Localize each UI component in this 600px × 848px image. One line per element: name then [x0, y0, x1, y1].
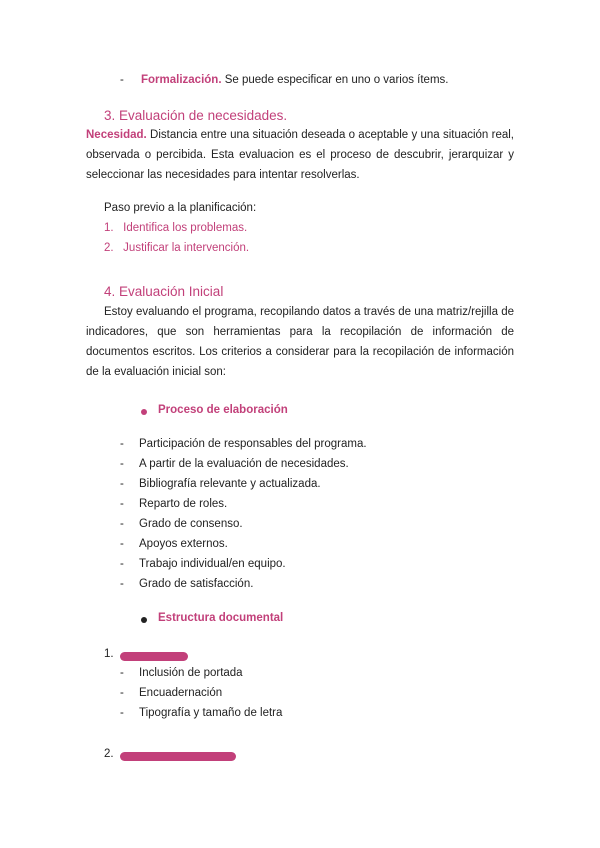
step-1: 1. Identifica los problemas.	[104, 222, 248, 234]
section-4-heading: 4. Evaluación Inicial	[104, 284, 224, 299]
estructura-item: Encuadernación	[139, 687, 223, 699]
dash-marker: -	[120, 438, 124, 450]
dash-marker: -	[120, 478, 124, 490]
formalizacion-line	[141, 74, 448, 86]
proceso-item: Participación de responsables del programa.	[139, 438, 367, 450]
evaluacion-inicial-paragraph: Estoy evaluando el programa, recopilando datos a través de una matriz/rejilla de indicadores, que son herramientas para la recopilación de información de documentos escritos. Los criterios a considerar para la recopilación de información de la evaluación inicial son:	[86, 306, 514, 378]
section-3-heading: 3. Evaluación de necesidades.	[104, 108, 288, 123]
proceso-item: Trabajo individual/en equipo.	[139, 558, 286, 570]
proceso-item: Apoyos externos.	[139, 538, 228, 550]
group-2-number: 2.	[104, 748, 114, 760]
group-1-number: 1.	[104, 648, 114, 660]
necesidad-paragraph	[86, 125, 514, 185]
step-2: 2. Justificar la intervención.	[104, 242, 250, 254]
formalizacion-text: Se puede especificar en uno o varios ítems.	[224, 74, 449, 86]
necesidad-term: Necesidad.	[86, 129, 147, 141]
bullet-dot-icon	[141, 409, 147, 415]
estructura-title: Estructura documental	[158, 612, 284, 624]
necesidad-definition: Distancia entre una situación deseada o aceptable y una situación real, observada o percibida. Esta evaluacion es el proceso de descubrir, jerarquizar y seleccionar las necesidades para intentar resolverlas.	[86, 129, 514, 181]
estructura-item: Inclusión de portada	[139, 667, 243, 679]
dash-marker: -	[120, 558, 124, 570]
proceso-item: Grado de consenso.	[139, 518, 243, 530]
paso-previo-label: Paso previo a la planificación:	[104, 202, 257, 214]
bullet-dot-icon	[141, 617, 147, 623]
proceso-item: Grado de satisfacción.	[139, 578, 254, 590]
dash-marker: -	[120, 518, 124, 530]
estructura-item: Tipografía y tamaño de letra	[139, 707, 283, 719]
dash-marker: -	[120, 74, 124, 86]
dash-marker: -	[120, 687, 124, 699]
proceso-item: Reparto de roles.	[139, 498, 228, 510]
redaction-bar	[120, 652, 188, 661]
dash-marker: -	[120, 538, 124, 550]
formalizacion-label: Formalización.	[141, 74, 222, 86]
proceso-item: A partir de la evaluación de necesidades.	[139, 458, 349, 470]
dash-marker: -	[120, 667, 124, 679]
proceso-title: Proceso de elaboración	[158, 404, 288, 416]
dash-marker: -	[120, 458, 124, 470]
redaction-bar	[120, 752, 236, 761]
dash-marker: -	[120, 498, 124, 510]
dash-marker: -	[120, 707, 124, 719]
dash-marker: -	[120, 578, 124, 590]
proceso-item: Bibliografía relevante y actualizada.	[139, 478, 321, 490]
